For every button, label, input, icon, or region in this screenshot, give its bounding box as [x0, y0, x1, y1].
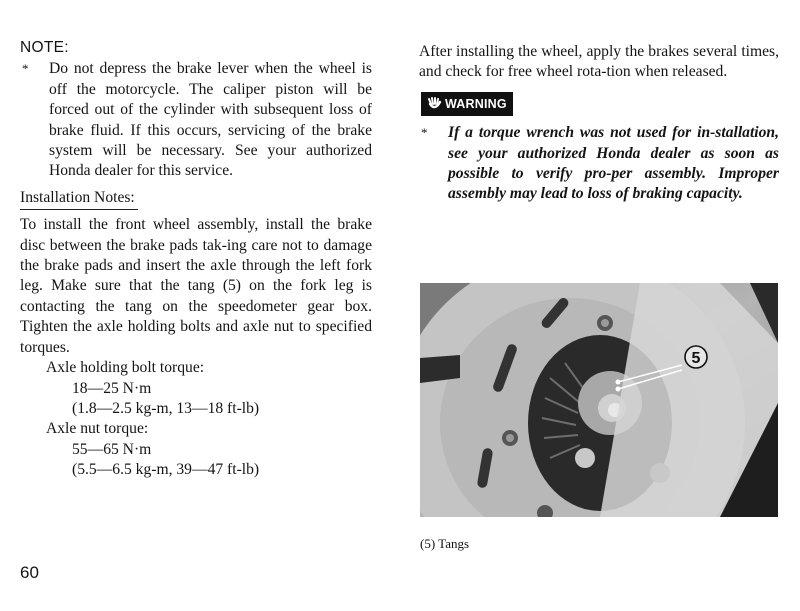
warning-badge: [421, 92, 513, 116]
page-number: 60: [20, 563, 39, 582]
warning-text: If a torque wrench was not used for in-stallation, see your authorized Honda dealer as soon as possible to verify pro-per assembly. Improper assembly may lead to loss of braking capacity.: [448, 124, 779, 203]
hand-warning-icon: [427, 97, 443, 111]
note-bullet: [20, 59, 372, 181]
left-column: [20, 38, 372, 481]
spec-label: Axle nut torque:: [46, 420, 149, 438]
installation-text: To install the front wheel assembly, install the brake disc between the brake pads tak-ing care not to damage the brake pads and insert the axle through the left fork leg. Make sure that the tang (5) on the fork leg is contacting the tang on the speedometer gear box. Tighten the axle holding bolts and axle nut to specified torques.: [20, 216, 372, 356]
brake-disc-illustration: [420, 283, 778, 517]
spec-label: Axle holding bolt torque:: [46, 359, 205, 377]
figure-caption: (5) Tangs: [420, 536, 470, 551]
callout-number: 5: [691, 350, 701, 367]
spec-metric: 55—65 N·m: [72, 440, 152, 458]
wheel-hub-photo: [420, 283, 778, 517]
warning-bullet: [419, 123, 779, 205]
bullet-star: *: [421, 125, 428, 141]
spec-metric: 18—25 N·m: [72, 379, 152, 397]
spec-imperial: (1.8—2.5 kg-m, 13—18 ft-lb): [72, 399, 260, 417]
right-column: [419, 38, 779, 205]
note-heading: NOTE:: [20, 39, 69, 56]
spec-imperial: (5.5—6.5 kg-m, 39—47 ft-lb): [72, 461, 260, 479]
intro-text: After installing the wheel, apply the brakes several times, and check for free wheel rota-tion when released.: [419, 43, 779, 81]
note-text: Do not depress the brake lever when the wheel is off the motorcycle. The caliper piston will be forced out of the cylinder with subsequent loss of brake fluid. If this occurs, servicing of the brake system will be necessary. See your authorized Honda dealer for this service.: [49, 60, 372, 180]
bullet-star: *: [22, 61, 29, 77]
warning-label: WARNING: [445, 96, 507, 111]
installation-heading: Installation Notes:: [20, 188, 138, 210]
